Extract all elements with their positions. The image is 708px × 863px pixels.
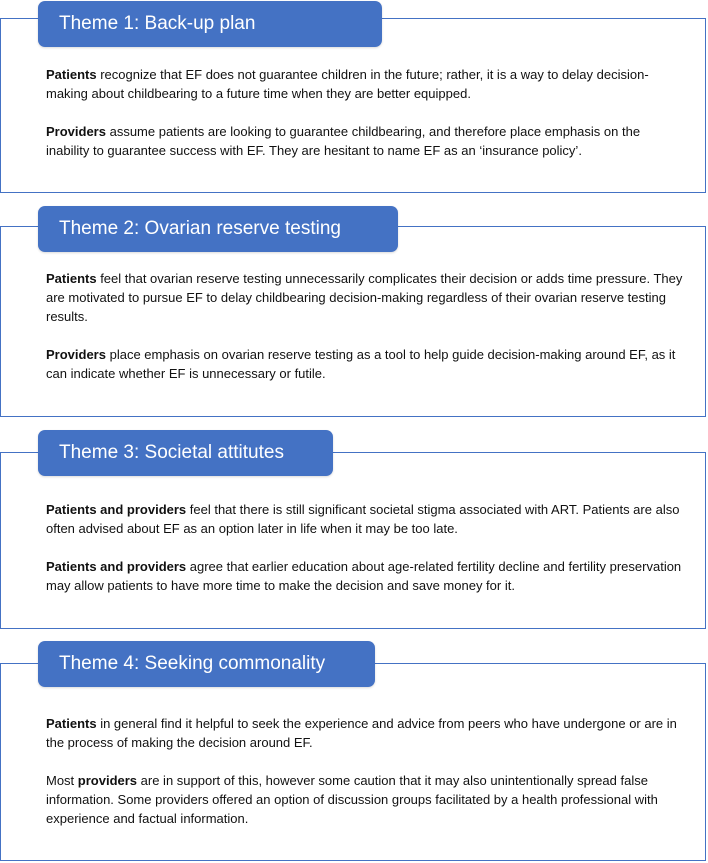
theme-4-paragraph-2-text: are in support of this, however some caution that it may also unintentionally spread false information. Some providers offered an option of discussion groups facilitated by a health professional with experience and factual information. bbox=[46, 773, 658, 826]
theme-4-title: Theme 4: Seeking commonality bbox=[59, 653, 326, 674]
theme-2-title: Theme 2: Ovarian reserve testing bbox=[59, 218, 341, 239]
theme-4-paragraph-2-lead: providers bbox=[77, 773, 138, 788]
theme-1-paragraph-1-text: recognize that EF does not guarantee children in the future; rather, it is a way to delay decision-making about childbearing to a future time when they are better equipped. bbox=[46, 67, 649, 101]
theme-1-header bbox=[38, 1, 382, 47]
theme-1-title: Theme 1: Back-up plan bbox=[59, 13, 256, 34]
theme-1-paragraph-1-lead: Patients bbox=[46, 67, 97, 82]
theme-4-paragraph-1-text: in general find it helpful to seek the experience and advice from peers who have undergone or are in the process of making the decision around EF. bbox=[46, 716, 677, 750]
theme-2-paragraph-1 bbox=[46, 269, 686, 326]
theme-3-paragraph-2-text: agree that earlier education about age-related fertility decline and fertility preservation may allow patients to have more time to make the decision and save money for it. bbox=[46, 559, 682, 593]
theme-3-paragraph-1-lead: Patients and providers bbox=[46, 502, 187, 517]
theme-4-paragraph-1 bbox=[46, 714, 686, 752]
theme-2-paragraph-2-lead: Providers bbox=[46, 347, 106, 362]
theme-2-paragraph-1-text: feel that ovarian reserve testing unnecessarily complicates their decision or adds time pressure. They are motivated to pursue EF to delay childbearing decision-making regardless of their ovarian reserve testing results. bbox=[46, 271, 683, 324]
theme-4-paragraph-2-prefix: Most bbox=[46, 773, 78, 788]
theme-1-body bbox=[46, 65, 686, 179]
theme-3-paragraph-2 bbox=[46, 557, 686, 595]
theme-1-paragraph-1 bbox=[46, 65, 686, 103]
theme-2-paragraph-2-text: place emphasis on ovarian reserve testing as a tool to help guide decision-making around EF, as it can indicate whether EF is unnecessary or futile. bbox=[46, 347, 676, 381]
theme-3-body bbox=[46, 500, 686, 614]
theme-2-header bbox=[38, 206, 398, 252]
theme-4-paragraph-2 bbox=[46, 771, 686, 828]
theme-1-paragraph-2-text: assume patients are looking to guarantee childbearing, and therefore place emphasis on the inability to guarantee success with EF. They are hesitant to name EF as an ‘insurance policy’. bbox=[46, 124, 641, 158]
theme-2-paragraph-2 bbox=[46, 345, 686, 383]
theme-1-paragraph-2-lead: Providers bbox=[46, 124, 106, 139]
theme-3-paragraph-1-text: feel that there is still significant societal stigma associated with ART. Patients are also often advised about EF as an option later in life when it may be too late. bbox=[46, 502, 680, 536]
theme-3-paragraph-2-lead: Patients and providers bbox=[46, 559, 187, 574]
theme-2-paragraph-1-lead: Patients bbox=[46, 271, 97, 286]
theme-4-body bbox=[46, 714, 686, 847]
theme-2-body bbox=[46, 269, 686, 402]
theme-4-paragraph-1-lead: Patients bbox=[46, 716, 97, 731]
theme-3-header bbox=[38, 430, 333, 476]
theme-3-title: Theme 3: Societal attitutes bbox=[59, 442, 284, 463]
theme-3-paragraph-1 bbox=[46, 500, 686, 538]
theme-4-header bbox=[38, 641, 375, 687]
theme-1-paragraph-2 bbox=[46, 122, 686, 160]
